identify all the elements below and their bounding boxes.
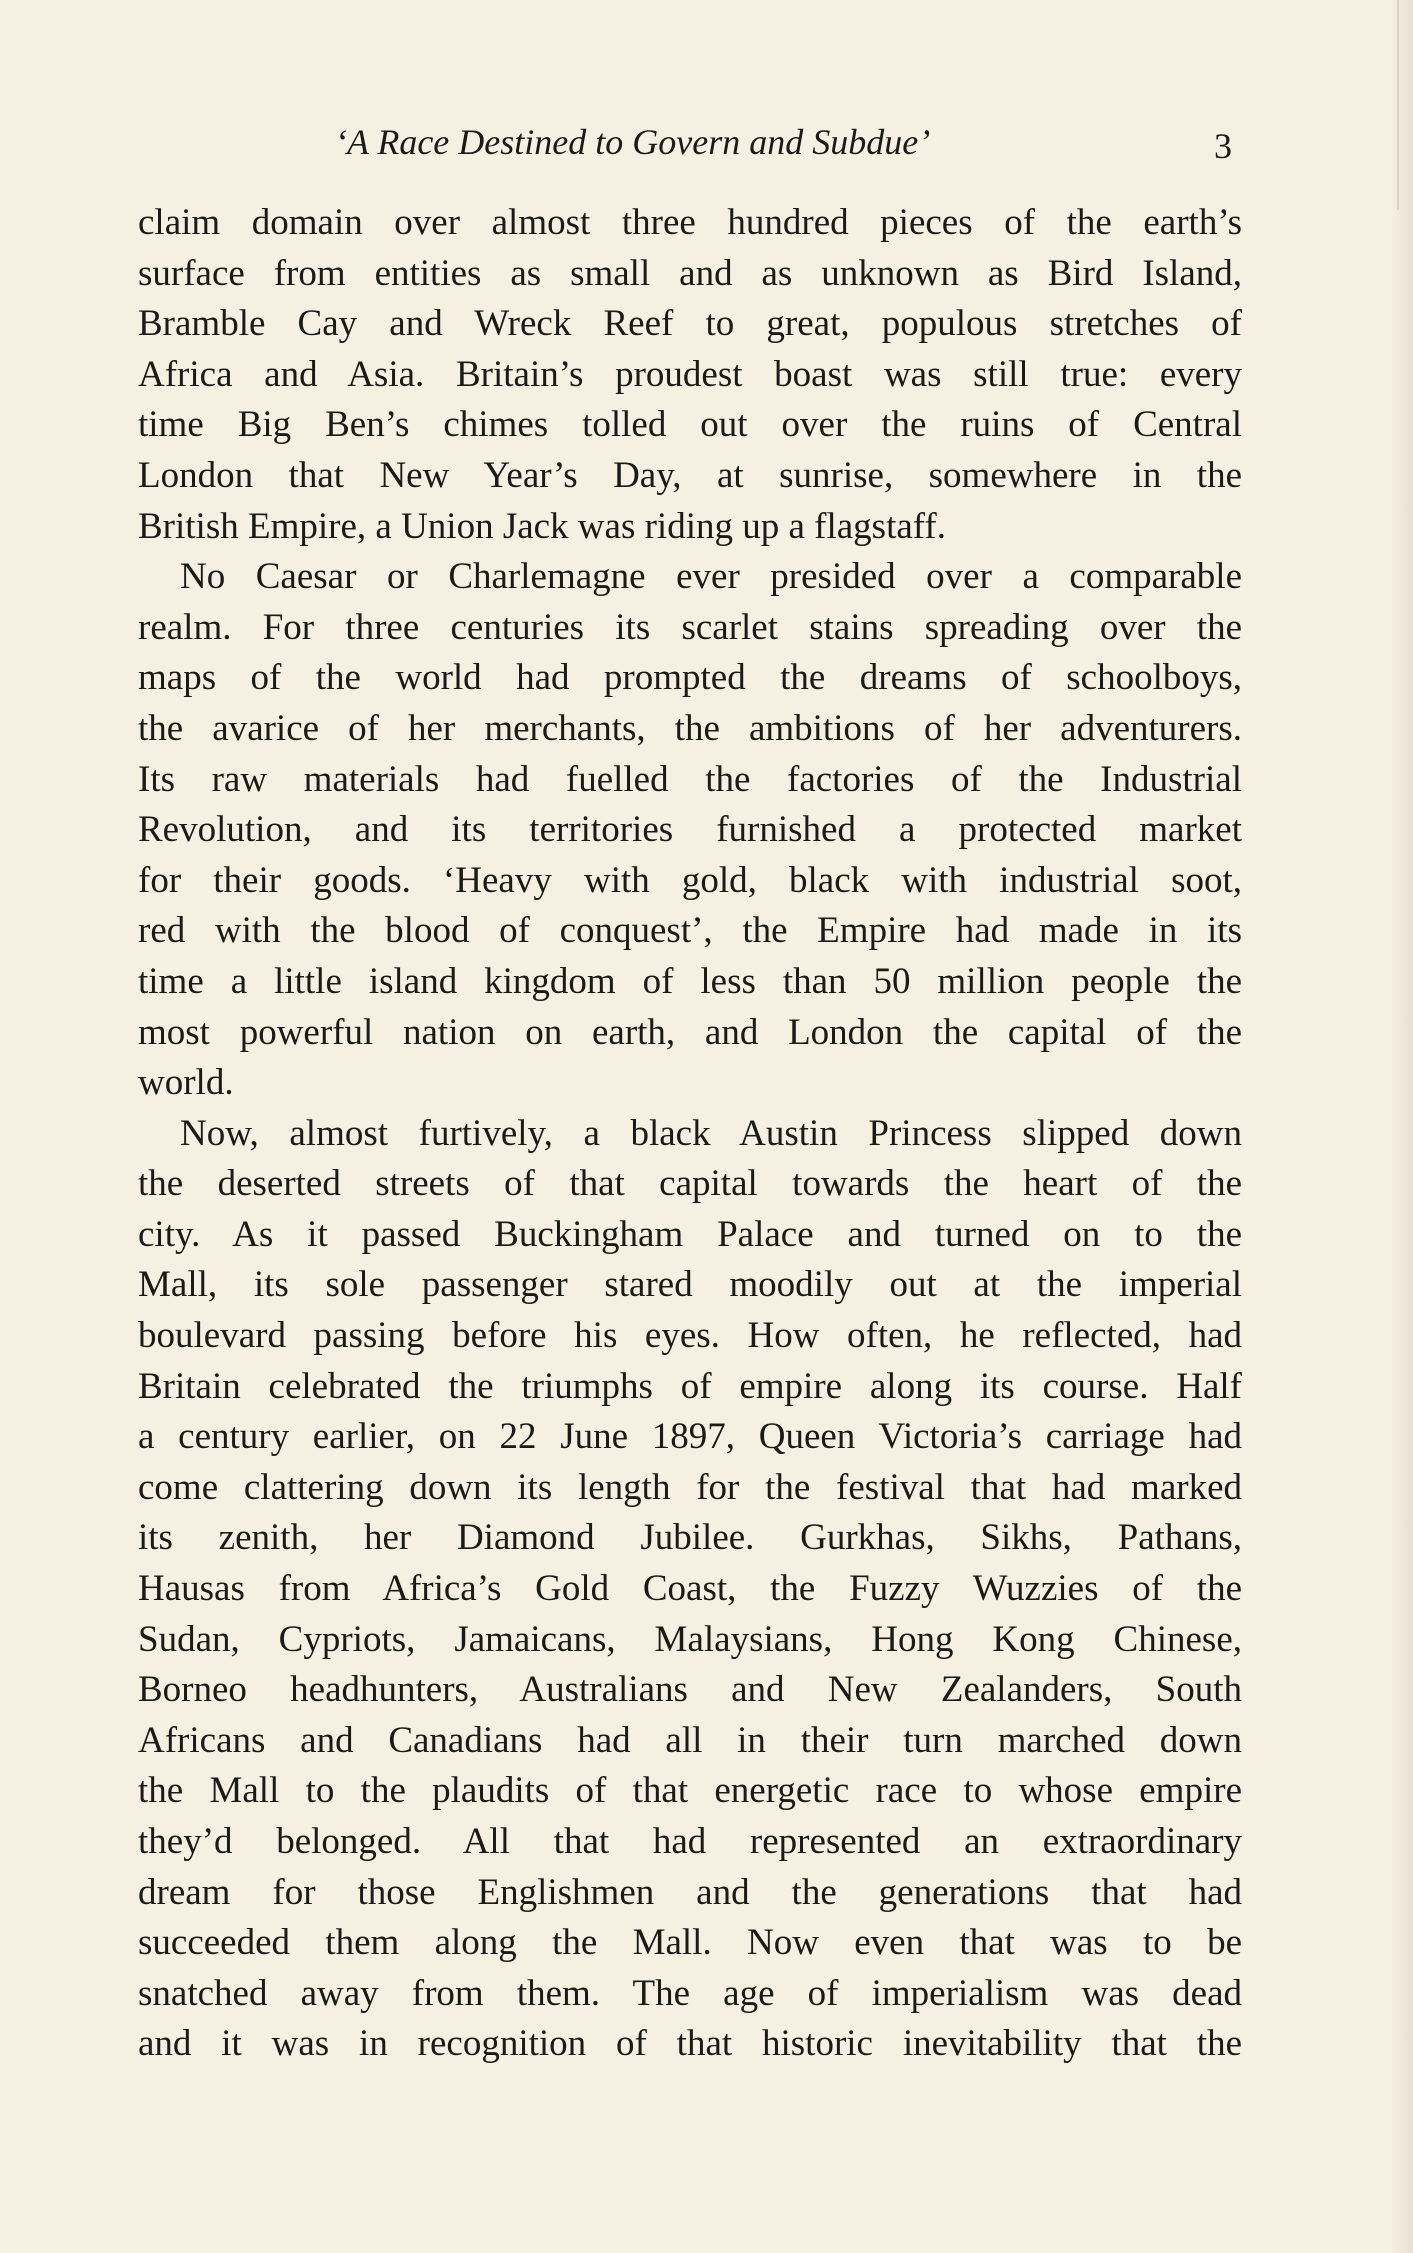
text-line: Mall, its sole passenger stared moodily out at the imperial [138, 1264, 1242, 1306]
text-line: Now, almost furtively, a black Austin Princess slipped down [180, 1112, 1242, 1154]
text-line: maps of the world had prompted the dreams of schoolboys, [138, 657, 1242, 699]
text-line: its zenith, her Diamond Jubilee. Gurkhas, Sikhs, Pathans, [138, 1517, 1242, 1559]
text-line: city. As it passed Buckingham Palace and turned on to the [138, 1213, 1242, 1255]
text-line: British Empire, a Union Jack was riding up a flagstaff. [138, 505, 947, 547]
text-line: Britain celebrated the triumphs of empire along its course. Half [138, 1365, 1242, 1407]
text-line: Africa and Asia. Britain’s proudest boast was still true: every [138, 353, 1242, 395]
text-line: red with the blood of conquest’, the Empire had made in its [138, 910, 1242, 952]
text-line: dream for those Englishmen and the generations that had [138, 1871, 1242, 1913]
text-line: the deserted streets of that capital towards the heart of the [138, 1163, 1242, 1205]
page-number: 3 [1214, 126, 1232, 166]
page-edge-line [1397, 0, 1399, 210]
text-line: time Big Ben’s chimes tolled out over the ruins of Central [138, 404, 1242, 446]
text-line: the Mall to the plaudits of that energetic race to whose empire [138, 1770, 1242, 1812]
text-line: Sudan, Cypriots, Jamaicans, Malaysians, Hong Kong Chinese, [138, 1618, 1242, 1660]
text-line: surface from entities as small and as unknown as Bird Island, [138, 252, 1242, 294]
text-line: No Caesar or Charlemagne ever presided over a comparable [180, 556, 1242, 598]
text-line: world. [138, 1062, 234, 1104]
text-line: for their goods. ‘Heavy with gold, black with industrial soot, [138, 859, 1242, 901]
text-line: Hausas from Africa’s Gold Coast, the Fuzzy Wuzzies of the [138, 1568, 1242, 1610]
text-line: snatched away from them. The age of imperialism was dead [138, 1972, 1242, 2014]
page-edge-shadow [1391, 0, 1413, 2253]
text-line: claim domain over almost three hundred pieces of the earth’s [138, 202, 1242, 243]
text-line: time a little island kingdom of less than 50 million people the [138, 960, 1242, 1002]
text-line: London that New Year’s Day, at sunrise, somewhere in the [138, 454, 1242, 496]
text-line: a century earlier, on 22 June 1897, Queen Victoria’s carriage had [138, 1416, 1242, 1458]
running-title: ‘A Race Destined to Govern and Subdue’ [335, 122, 931, 162]
text-line: Revolution, and its territories furnished a protected market [138, 809, 1242, 851]
text-line: Its raw materials had fuelled the factories of the Industrial [138, 758, 1242, 800]
text-line: the avarice of her merchants, the ambitions of her adventurers. [138, 707, 1242, 749]
text-line: boulevard passing before his eyes. How often, he reflected, had [138, 1315, 1242, 1357]
text-line: and it was in recognition of that historic inevitability that the [138, 2023, 1242, 2065]
text-line: realm. For three centuries its scarlet stains spreading over the [138, 606, 1242, 648]
text-line: Bramble Cay and Wreck Reef to great, populous stretches of [138, 303, 1242, 345]
text-line: Borneo headhunters, Australians and New Zealanders, South [138, 1669, 1242, 1711]
text-line: Africans and Canadians had all in their turn marched down [138, 1719, 1242, 1761]
text-line: come clattering down its length for the festival that had marked [138, 1466, 1242, 1508]
text-line: most powerful nation on earth, and London the capital of the [138, 1011, 1242, 1053]
text-line: succeeded them along the Mall. Now even that was to be [138, 1922, 1242, 1964]
text-line: they’d belonged. All that had represented an extraordinary [138, 1821, 1242, 1862]
body-text [138, 198, 1242, 2070]
